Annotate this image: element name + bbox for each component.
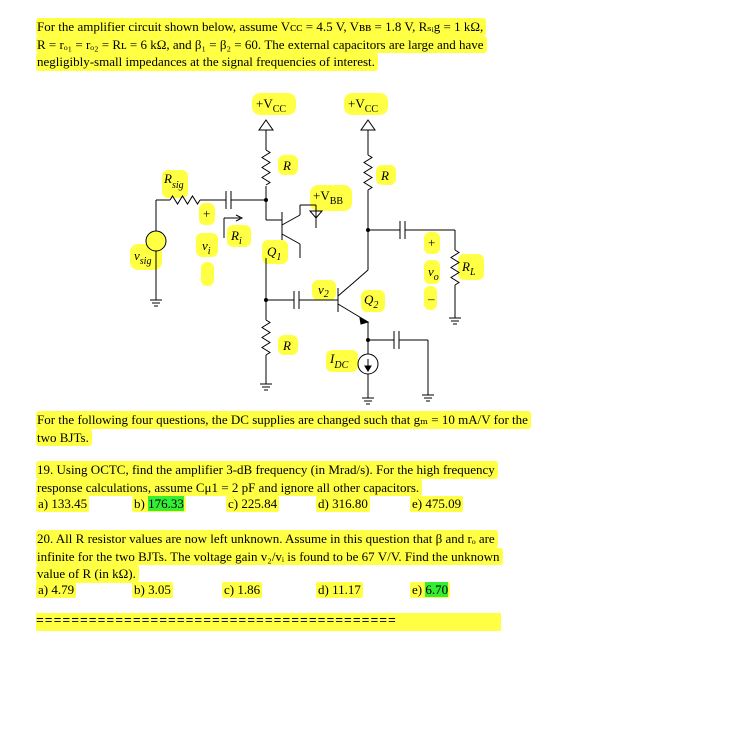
dc-note-line-1: For the following four questions, the DC supplies are changed such that gₘ = 10 mA/V for the xyxy=(36,411,531,429)
q20-line-3: value of R (in kΩ). xyxy=(36,565,139,583)
vcc2-label: $+V_{CC}$ xyxy=(348,96,379,115)
vi-plus: + xyxy=(203,206,211,221)
rl-label: $R_L$ xyxy=(462,259,476,278)
q19-option-b[interactable]: b) 176.33 xyxy=(134,496,184,511)
r-top-right-label: R xyxy=(381,168,389,183)
q19-line-1: 19. Using OCTC, find the amplifier 3-dB frequency (in Mrad/s). For the high frequency xyxy=(36,461,498,479)
q20-line-2: infinite for the two BJTs. The voltage gain v₂/vᵢ is found to be 67 V/V. Find the unknown xyxy=(36,548,503,566)
q19-option-e[interactable]: e) 475.09 xyxy=(412,496,462,511)
separator-line: ========================================= xyxy=(36,613,501,631)
r-bottom-label: R xyxy=(283,338,291,353)
intro-line-3: negligibly-small impedances at the signal frequencies of interest. xyxy=(36,53,378,71)
q20-option-d[interactable]: d) 11.17 xyxy=(318,582,361,597)
r-top-left-label: R xyxy=(283,158,291,173)
question-20 xyxy=(36,530,503,583)
q19-selected-value: 176.33 xyxy=(148,496,184,511)
q1-label: $Q_1$ xyxy=(267,244,282,263)
dc-note-line-2: two BJTs. xyxy=(36,429,92,447)
vcc1-label: $+V_{CC}$ xyxy=(256,96,287,115)
intro-line-2: R = rₒ₁ = rₒ₂ = Rʟ = 6 kΩ, and β₁ = β₂ = 60. The external capacitors are large and have xyxy=(36,36,487,54)
idc-label: $I_{DC}$ xyxy=(330,351,349,371)
q20-option-a[interactable]: a) 4.79 xyxy=(38,582,75,597)
vsig-label: $v_{sig}$ xyxy=(134,248,152,267)
q20-line-1: 20. All R resistor values are now left unknown. Assume in this question that β and rₒ are xyxy=(36,530,498,548)
v2-label: $v_2$ xyxy=(318,282,329,300)
rsig-label: $R_{sig}$ xyxy=(164,171,184,191)
q19-line-2: response calculations, assume Cμ1 = 2 pF and ignore all other capacitors. xyxy=(36,479,422,497)
vo-plus: + xyxy=(428,235,436,250)
question-19 xyxy=(36,461,498,496)
dc-note xyxy=(36,411,531,446)
q20-option-b[interactable]: b) 3.05 xyxy=(134,582,171,597)
q20-option-c[interactable]: c) 1.86 xyxy=(224,582,261,597)
ri-label: $R_i$ xyxy=(231,228,242,247)
q2-label: $Q_2$ xyxy=(364,292,379,311)
q19-option-d[interactable]: d) 316.80 xyxy=(318,496,368,511)
vo-minus: – xyxy=(428,291,435,306)
intro-line-1: For the amplifier circuit shown below, assume Vᴄᴄ = 4.5 V, Vʙʙ = 1.8 V, Rₛᵢg = 1 kΩ, xyxy=(36,18,486,36)
vi-label: $v_i$ xyxy=(202,238,211,257)
q19-option-c[interactable]: c) 225.84 xyxy=(228,496,278,511)
q20-selected-value: 6.70 xyxy=(425,582,449,597)
q19-option-a[interactable]: a) 133.45 xyxy=(38,496,88,511)
vo-label: $v_o$ xyxy=(428,264,439,283)
vbb-label: $+V_{BB}$ xyxy=(313,188,344,207)
q20-option-e[interactable]: e) 6.70 xyxy=(412,582,449,597)
